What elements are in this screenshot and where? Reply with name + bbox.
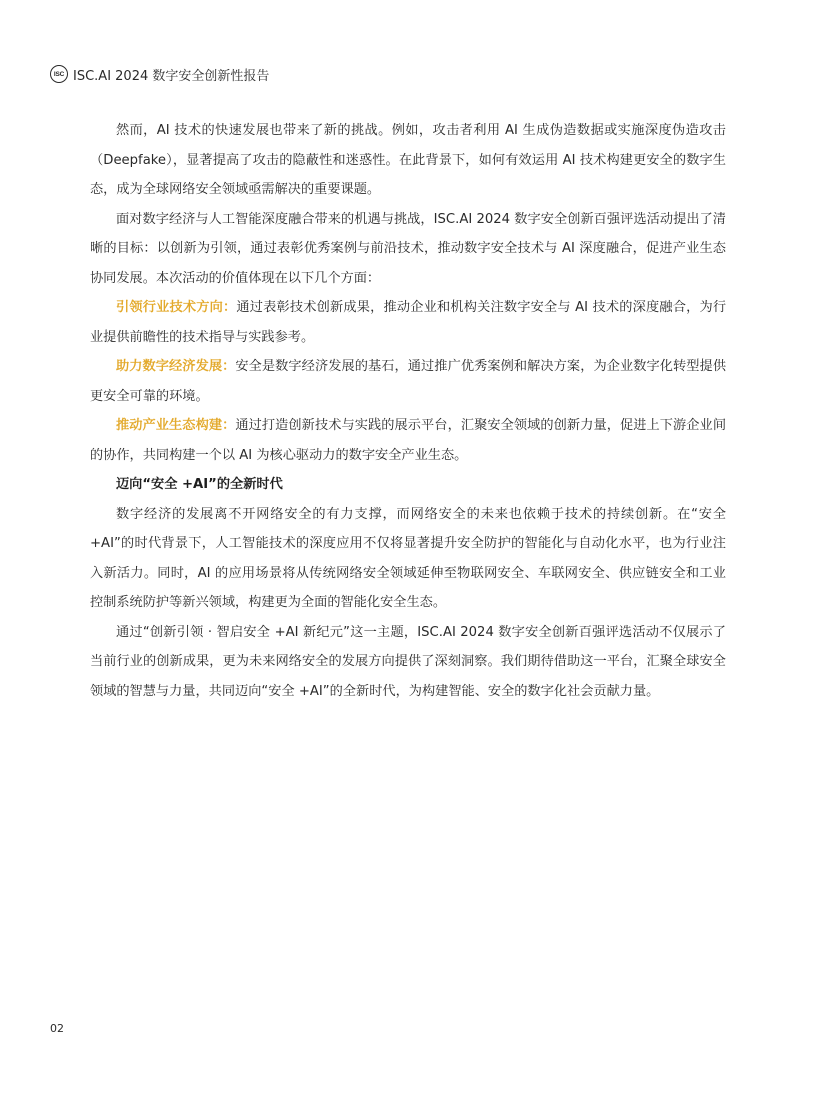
highlight-label-digital-economy: 助力数字经济发展： — [116, 359, 236, 374]
paragraph-digital-economy — [90, 352, 726, 411]
isc-logo-icon: ISC — [50, 65, 68, 83]
paragraph-conclusion: 通过“创新引领 · 智启安全 +AI 新纪元”这一主题，ISC.AI 2024 数字安全创新百强评选活动不仅展示了当前行业的创新成果，更为未来网络安全的发展方向提供了深刻洞察。我们期待借助这一平台，汇聚全球安全领域的智慧与力量，共同迈向“安全 +AI”的全新时代，为构建智能、安全的数字化社会贡献力量。 — [90, 624, 726, 699]
paragraph-text-ecosystem: 通过打造创新技术与实践的展示平台，汇聚安全领域的创新力量，促进上下游企业间的协作，共同构建一个以 AI 为核心驱动力的数字安全产业生态。 — [90, 418, 727, 463]
section-heading: 迈向“安全 +AI”的全新时代 — [116, 477, 283, 492]
paragraph-ecosystem — [90, 411, 726, 470]
page-number: 02 — [50, 1022, 64, 1035]
paragraph-challenges: 然而，AI 技术的快速发展也带来了新的挑战。例如，攻击者利用 AI 生成伪造数据或实施深度伪造攻击（Deepfake），显著提高了攻击的隐蔽性和迷惑性。在此背景下，如何有效运用 AI 技术构建更安全的数字生态，成为全球网络安全领域亟需解决的重要课题。 — [90, 123, 726, 197]
main-content — [90, 116, 726, 706]
highlight-label-tech-direction: 引领行业技术方向： — [116, 300, 237, 315]
page-header — [50, 63, 269, 85]
highlight-label-ecosystem: 推动产业生态构建： — [116, 418, 236, 433]
report-title: ISC.AI 2024 数字安全创新性报告 — [73, 68, 270, 84]
paragraph-security-ai-era: 数字经济的发展离不开网络安全的有力支撑，而网络安全的未来也依赖于技术的持续创新。在“安全 +AI”的时代背景下，人工智能技术的深度应用不仅将显著提升安全防护的智能化与自动化水平，也为行业注入新活力。同时，AI 的应用场景将从传统网络安全领域延伸至物联网安全、车联网安全、供应链安全和工业控制系统防护等新兴领域，构建更为全面的智能化安全生态。 — [90, 506, 726, 610]
paragraph-tech-direction — [90, 293, 726, 352]
paragraph-text-tech-direction: 通过表彰技术创新成果，推动企业和机构关注数字安全与 AI 技术的深度融合，为行业提供前瞻性的技术指导与实践参考。 — [90, 300, 727, 345]
paragraph-text-digital-economy: 安全是数字经济发展的基石，通过推广优秀案例和解决方案，为企业数字化转型提供更安全可靠的环境。 — [90, 359, 727, 404]
paragraph-goals: 面对数字经济与人工智能深度融合带来的机遇与挑战，ISC.AI 2024 数字安全创新百强评选活动提出了清晰的目标：以创新为引领，通过表彰优秀案例与前沿技术，推动数字安全技术与 AI 深度融合，促进产业生态协同发展。本次活动的价值体现在以下几个方面： — [90, 211, 726, 286]
